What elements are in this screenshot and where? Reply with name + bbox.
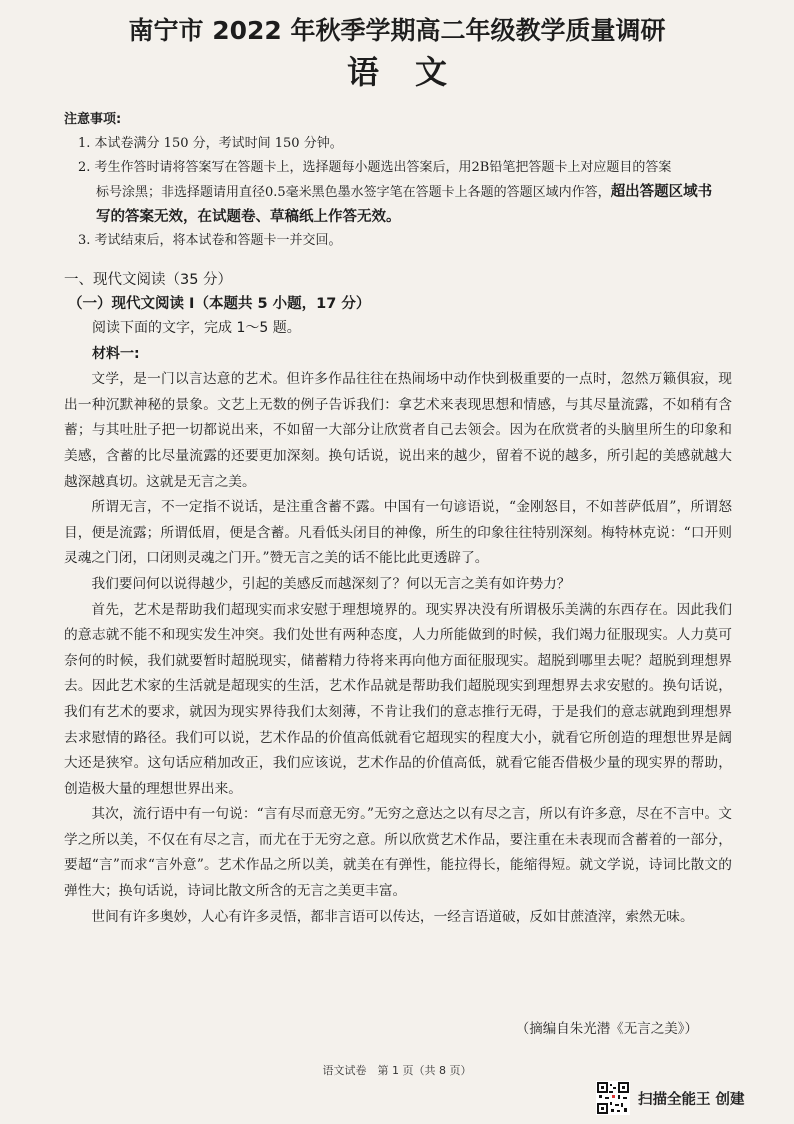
- subject-title: 语文: [346, 53, 483, 91]
- scanner-label: 扫描全能王 创建: [638, 1091, 745, 1108]
- notice-item-3: [64, 229, 744, 253]
- source-citation: （摘编自朱光潜《无言之美》）: [515, 1021, 698, 1037]
- paragraph-6: 世间有许多奥妙，人心有许多灵悟，都非言语可以传达，一经言语道破，反如甘蔗渣滓，索然无味。: [91, 908, 694, 925]
- notice-item-1-text: 1. 本试卷满分 150 分，考试时间 150 分钟。: [78, 136, 343, 151]
- qr-code-icon: [596, 1081, 630, 1115]
- page-footer: 语文试卷 第 1 页（共 8 页）: [322, 1064, 472, 1077]
- material-label: 材料一:: [92, 345, 140, 362]
- notice-item-1: [64, 132, 744, 156]
- paragraph-1: 文学，是一门以言达意的艺术。但许多作品往往在热闹场中动作快到极重要的一点时，忽然万籁俱寂，现出一种沉默神秘的景象。文艺上无数的例子告诉我们：拿艺术来表现思想和情感，与其尽量流露，不如稍有含蓄；与其吐肚子把一切都说出来，不如留一大部分让欣赏者自己去领会。因为在欣赏者的头脑里所生的印象和美感，含蓄的比尽量流露的还要更加深刻。换句话说，说出来的越少，留着不说的越多，所引起的美感就越大越深越真切。这就是无言之美。: [64, 371, 732, 490]
- notice-item-2: [64, 156, 744, 229]
- paragraph-2: 所谓无言，不一定指不说话，是注重含蓄不露。中国有一句谚语说，“金刚怒目，不如菩萨低眉”，所谓怒目，便是流露；所谓低眉，便是含蓄。凡看低头闭目的神像，所生的印象往往特别深刻。梅特林克说：“口开则灵魂之门闭，口闭则灵魂之门开。”赞无言之美的话不能比此更透辟了。: [64, 499, 732, 567]
- scanner-watermark: [596, 1078, 786, 1118]
- exam-title: 南宁市 2022 年秋季学期高二年级教学质量调研: [128, 16, 666, 45]
- reading-passage: [64, 316, 732, 930]
- notice-item-2-bold-1: 超出答题区域书: [610, 184, 713, 200]
- notice-item-3-text: 3. 考试结束后，将本试卷和答题卡一并交回。: [78, 233, 342, 248]
- paragraph-3: 我们要问何以说得越少，引起的美感反而越深刻了？何以无言之美有如许势力？: [91, 575, 571, 592]
- subpart-title: （一）现代文阅读 I（本题共 5 小题，17 分）: [68, 296, 371, 312]
- notice-block: [64, 108, 744, 253]
- notice-item-2-text-b: 标号涂黑；非选择题请用直径0.5毫米黑色墨水签字笔在答题卡上各题的答题区域内作答，: [96, 185, 611, 200]
- notice-item-2-bold-2: 写的答案无效，在试题卷、草稿纸上作答无效。: [96, 209, 401, 225]
- notice-item-2-text-a: 2. 考生作答时请将答案写在答题卡上，选择题每小题选出答案后，用2B铅笔把答题卡上对应题目的答案: [78, 160, 672, 175]
- paragraph-5: 其次，流行语中有一句说：“言有尽而意无穷。”无穷之意达之以有尽之言，所以有许多意，尽在不言中。文学之所以美，不仅在有尽之言，而尤在于无穷之意。所以欣赏艺术作品，要注重在未表现而含蓄着的一部分，要超“言”而求“言外意”。艺术作品之所以美，就美在有弹性，能拉得长，能缩得短。就文学说，诗词比散文的弹性大；换句话说，诗词比散文所含的无言之美更丰富。: [64, 806, 732, 900]
- part-title: 一、现代文阅读（35 分）: [64, 272, 233, 288]
- notice-heading: 注意事项:: [64, 112, 122, 127]
- section-heading: [64, 268, 764, 316]
- paragraph-4: 首先，艺术是帮助我们超现实而求安慰于理想境界的。现实界决没有所谓极乐美满的东西存在。因此我们的意志就不能不和现实发生冲突。我们处世有两种态度，人力所能做到的时候，我们竭力征服现实。人力莫可奈何的时候，我们就要暂时超脱现实，储蓄精力待将来再向他方面征服现实。超脱到哪里去呢？超脱到理想界去。因此艺术家的生活就是超现实的生活，艺术作品就是帮助我们超脱现实到理想界去求安慰的。换句话说，我们有艺术的要求，就因为现实界待我们太刻薄，不肯让我们的意志推行无碍，于是我们的意志就跑到理想界去求慰情的路径。我们可以说，艺术作品的价值高低就看它超现实的程度大小，就看它所创造的理想世界是阔大还是狭窄。这句话应稍加改正，我们应该说，艺术作品的价值高低，就看它能否借极少量的现实界的帮助，创造极大量的理想世界出来。: [64, 601, 732, 797]
- instruction: 阅读下面的文字，完成 1～5 题。: [92, 320, 301, 336]
